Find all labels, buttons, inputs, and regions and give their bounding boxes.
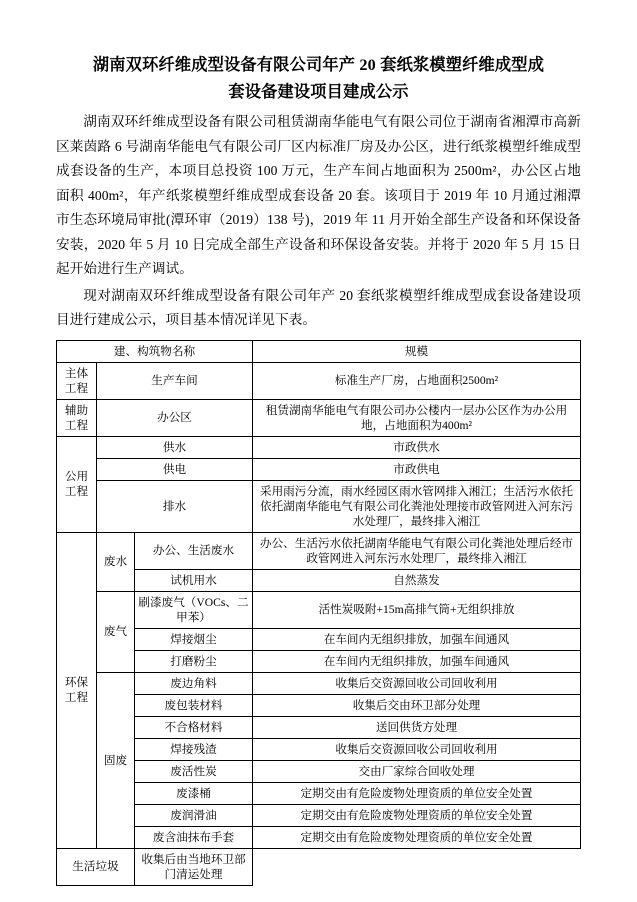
table-row [57,826,581,848]
page-title-line1: 湖南双环纤维成型设备有限公司年产 20 套纸浆模塑纤维成型成 [92,56,545,74]
table-cell-description: 定期交由有危险废物处理资质的单位安全处置 [253,804,581,826]
table-row [57,569,581,591]
project-summary-table [56,340,581,886]
table-row [57,760,581,782]
table-cell-name: 焊接烟尘 [135,628,253,650]
table-cell-name: 生产车间 [97,362,253,399]
table-cell-description: 办公、生活污水依托湖南华能电气有限公司化粪池处理后经市政管网进入河东污水处理厂，最终排入湘江 [253,532,581,569]
table-row [57,716,581,738]
table-cell-group: 公用工程 [57,436,97,532]
table-row [57,436,581,458]
table-cell-description: 在车间内无组织排放，加强车间通风 [253,628,581,650]
table-row [57,738,581,760]
table-cell-group: 主体工程 [57,362,97,399]
table-row [57,458,581,480]
table-cell-description: 交由厂家综合回收处理 [253,760,581,782]
table-row [57,628,581,650]
table-cell-description: 自然蒸发 [253,569,581,591]
paragraph-1: 湖南双环纤维成型设备有限公司租赁湖南华能电气有限公司位于湖南省湘潭市高新区莱茵路 6 号湖南华能电气有限公司厂区内标准厂房及办公区，进行纸浆模塑纤维成型成套设备的生产，本项目总投资 100 万元，生产车间占地面积为 2500m²，办公区占地面积 400m²，年产纸浆模塑纤维成型成套设备 20 套。该项目于 2019 年 10 月通过湘潭市生态环境局审批(潭环审（2019）138 号)，2019 年 11 月开始全部生产设备和环保设备安装，2020 年 5 月 10 日完成全部生产设备和环保设备安装。并将于 2020 年 5 月 15 日起开始进行生产调试。 [56,114,581,276]
paragraph-2: 现对湖南双环纤维成型设备有限公司年产 20 套纸浆模塑纤维成型成套设备建设项目进行建成公示，项目基本情况详见下表。 [56,287,581,327]
table-cell-description: 租赁湖南华能电气有限公司办公楼内一层办公区作为办公用地，占地面积为400m² [253,399,581,436]
table-row [57,672,581,694]
table-row [57,591,581,628]
table-cell-name: 废含油抹布手套 [135,826,253,848]
table-cell-subgroup: 废水 [97,532,135,591]
table-row [57,399,581,436]
table-cell-name: 焊接残渣 [135,738,253,760]
table-cell-description: 采用雨污分流，雨水经园区雨水管网排入湘江；生活污水依托依托湖南华能电气有限公司化粪池处理接市政管网进入河东污水处理厂，最终排入湘江 [253,480,581,532]
table-cell-subgroup: 固废 [97,672,135,848]
table-cell-name: 生活垃圾 [57,848,135,885]
table-cell-description: 收集后交资源回收公司回收利用 [253,672,581,694]
table-header-name: 建、构筑物名称 [57,340,253,362]
table-cell-name: 废包装材料 [135,694,253,716]
table-cell-description: 收集后交由环卫部分处理 [253,694,581,716]
table-cell-description: 收集后由当地环卫部门清运处理 [135,848,253,885]
table-cell-group: 辅助工程 [57,399,97,436]
table-cell-name: 供水 [97,436,253,458]
table-cell-description: 送回供货方处理 [253,716,581,738]
table-cell-name: 废活性炭 [135,760,253,782]
table-cell-name: 试机用水 [135,569,253,591]
table-cell-description: 市政供水 [253,436,581,458]
table-row [57,804,581,826]
table-cell-description: 定期交由有危险废物处理资质的单位安全处置 [253,826,581,848]
table-cell-name: 废润滑油 [135,804,253,826]
table-cell-description: 活性炭吸附+15m高排气筒+无组织排放 [253,591,581,628]
table-row [57,532,581,569]
table-cell-name: 办公、生活废水 [135,532,253,569]
table-cell-name: 废漆桶 [135,782,253,804]
table-cell-description: 市政供电 [253,458,581,480]
table-cell-name: 打磨粉尘 [135,650,253,672]
table-cell-name: 刷漆废气（VOCs、二甲苯） [135,591,253,628]
table-cell-name: 排水 [97,480,253,532]
table-cell-description: 在车间内无组织排放，加强车间通风 [253,650,581,672]
table-header-scale: 规模 [253,340,581,362]
page-title [56,52,581,106]
table-cell-description: 定期交由有危险废物处理资质的单位安全处置 [253,782,581,804]
table-cell-description: 标准生产厂房，占地面积2500m² [253,362,581,399]
table-cell-name: 办公区 [97,399,253,436]
table-cell-name: 供电 [97,458,253,480]
table-cell-group: 环保工程 [57,532,97,848]
table-row [57,848,581,885]
table-cell-name: 不合格材料 [135,716,253,738]
table-row [57,650,581,672]
table-row [57,480,581,532]
page-title-line2: 套设备建设项目建成公示 [228,83,409,101]
table-cell-name: 废边角料 [135,672,253,694]
table-row [57,694,581,716]
table-row [57,362,581,399]
table-cell-subgroup: 废气 [97,591,135,672]
table-cell-description: 收集后交资源回收公司回收利用 [253,738,581,760]
table-header-row [57,340,581,362]
table-row [57,782,581,804]
